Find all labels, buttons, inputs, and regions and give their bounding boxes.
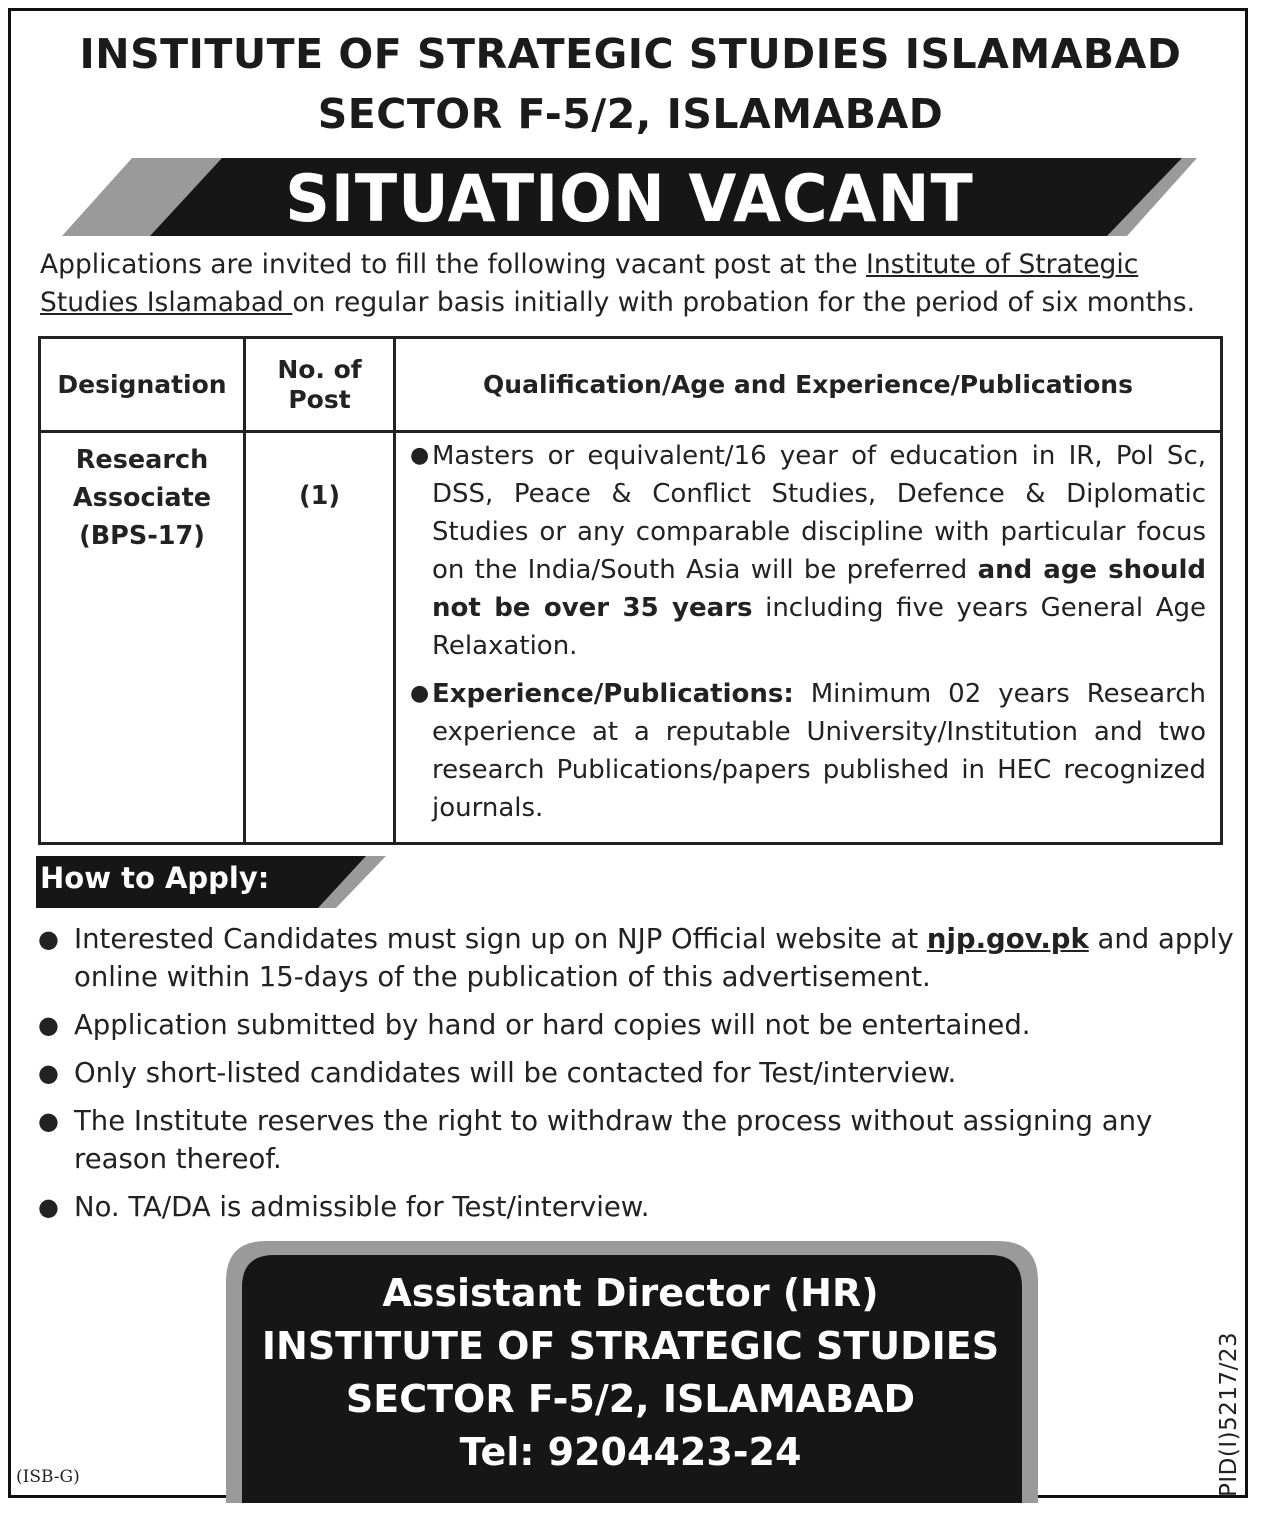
item-text: Interested Candidates must sign up on NJP Official website at xyxy=(74,923,927,955)
designation-cell: Research Associate (BPS-17) xyxy=(40,432,245,844)
contact-org: INSTITUTE OF STRATEGIC STUDIES xyxy=(261,1324,1000,1368)
qual-text: Masters or equivalent/16 year of education in IR, Pol Sc, DSS, Peace & Conflict Studies, Defence & Diplomatic Studies or any comparable discipline with particular focus on the India/South Asia will be preferred xyxy=(432,441,1206,585)
intro-text-end: on regular basis initially with probation for the period of six months. xyxy=(292,287,1196,318)
contact-phone: Tel: 9204423-24 xyxy=(459,1430,802,1474)
item-text: Application submitted by hand or hard copies will not be entertained. xyxy=(74,1009,1031,1041)
bullet-icon: ● xyxy=(38,1107,59,1135)
njp-website-link[interactable]: njp.gov.pk xyxy=(926,923,1089,955)
contact-title: Assistant Director (HR) xyxy=(382,1271,879,1315)
item-text-end: and apply online within 15-days of the publication of this advertisement. xyxy=(74,923,1234,993)
table-header-row xyxy=(40,338,1222,432)
col-designation: Designation xyxy=(40,338,245,432)
contact-address: SECTOR F-5/2, ISLAMABAD xyxy=(345,1377,916,1421)
posts-cell: (1) xyxy=(245,432,395,844)
list-item xyxy=(34,1006,1234,1044)
reference-code: (ISB-G) xyxy=(16,1467,80,1487)
list-item xyxy=(34,920,1234,996)
experience-label: Experience/Publications: xyxy=(432,679,794,709)
intro-text: Applications are invited to fill the following vacant post at the xyxy=(40,249,867,280)
item-text: No. TA/DA is admissible for Test/interview. xyxy=(74,1191,650,1223)
intro-institute-name: Institute of Strategic Studies Islamabad xyxy=(40,249,1139,318)
bullet-icon: ● xyxy=(38,1193,59,1221)
col-qualification: Qualification/Age and Experience/Publications xyxy=(395,338,1222,432)
col-posts: No. of Post xyxy=(245,338,395,432)
org-name: INSTITUTE OF STRATEGIC STUDIES ISLAMABAD xyxy=(79,30,1182,78)
list-item xyxy=(34,1054,1234,1092)
qualification-item xyxy=(408,437,1206,665)
qualification-cell xyxy=(395,432,1222,844)
situation-vacant-banner xyxy=(62,158,1197,236)
bullet-icon: ● xyxy=(38,1059,59,1087)
bullet-icon: ● xyxy=(410,443,430,468)
vacancy-table xyxy=(38,336,1223,845)
experience-item xyxy=(408,675,1206,827)
org-address: SECTOR F-5/2, ISLAMABAD xyxy=(317,90,944,138)
experience-text: Minimum 02 years Research experience at a reputable University/Institution and two research Publications/papers published in HEC recognized journals. xyxy=(432,679,1206,823)
item-text: Only short-listed candidates will be contacted for Test/interview. xyxy=(74,1057,957,1089)
pid-number: PID(I)5217/23 xyxy=(1216,1331,1242,1497)
age-limit: and age should not be over 35 years xyxy=(432,555,1206,623)
banner-title: SITUATION VACANT xyxy=(285,160,974,237)
item-text: The Institute reserves the right to withdraw the process without assigning any reason thereof. xyxy=(74,1105,1153,1175)
list-item xyxy=(34,1188,1234,1226)
apply-instructions-list xyxy=(34,920,1234,1236)
bullet-icon: ● xyxy=(38,925,59,953)
bullet-icon: ● xyxy=(410,681,430,706)
how-to-apply-title: How to Apply: xyxy=(40,861,270,895)
qual-text-end: including five years General Age Relaxation. xyxy=(432,593,1206,661)
table-row xyxy=(40,432,1222,844)
intro-paragraph xyxy=(40,246,1230,322)
bullet-icon: ● xyxy=(38,1011,59,1039)
list-item xyxy=(34,1102,1234,1178)
